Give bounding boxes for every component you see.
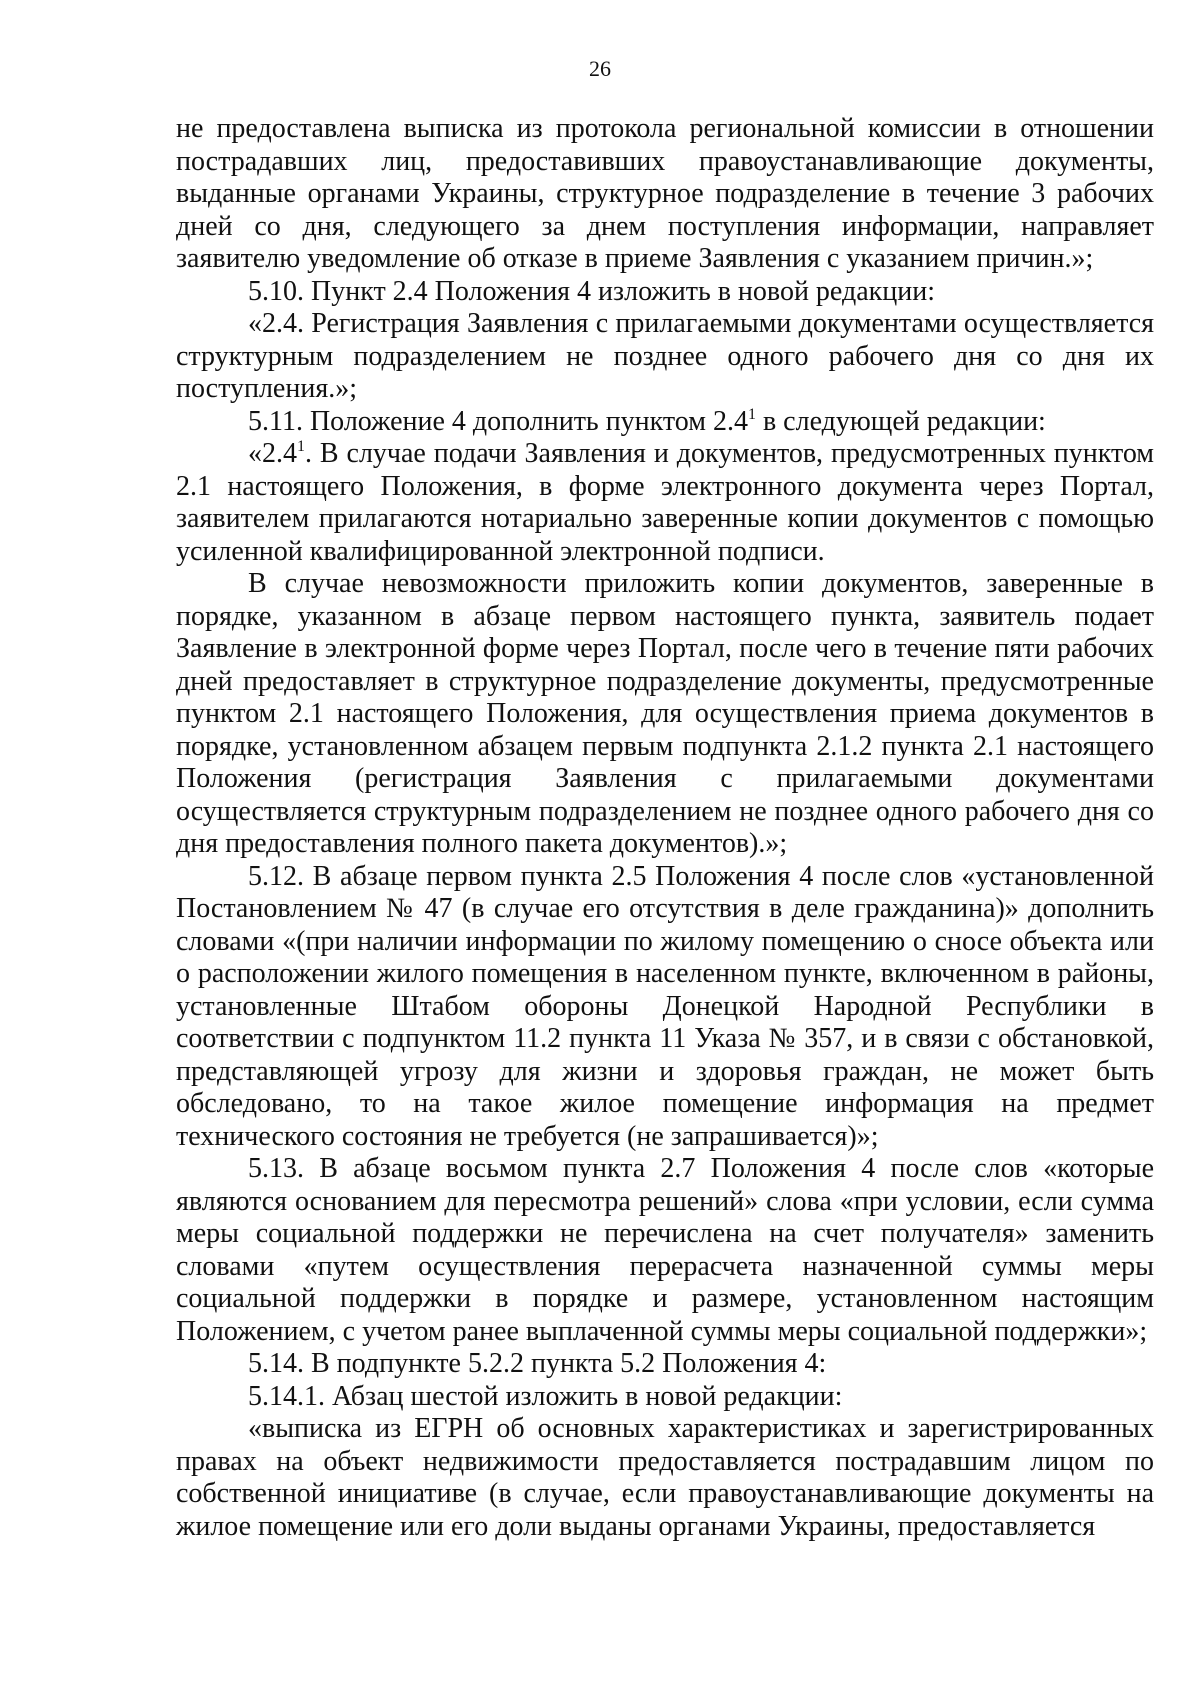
page-number: 26 (589, 56, 611, 81)
superscript-index: 1 (297, 438, 305, 455)
paragraph-5-14: 5.14. В подпункте 5.2.2 пункта 5.2 Положения 4: (248, 1348, 827, 1379)
superscript-index: 1 (747, 405, 756, 423)
paragraph-5-10: 5.10. Пункт 2.4 Положения 4 изложить в новой редакции: (248, 275, 935, 307)
paragraph-2-4-1-number: «2.4 (248, 438, 297, 469)
paragraph-5-14-1-text: «выписка из ЕГРН об основных характеристиках и зарегистрированных правах на объект недвижимости предоставляется пострадавшим лицом по собственной инициативе (в случае, если правоустанавливающие документы на жилое помещение или его доли выданы органами Украины, предоставляется (176, 1413, 1154, 1542)
paragraph-5-11-tail: в следующей редакции: (755, 405, 1046, 437)
paragraph-5-11 (176, 406, 1154, 439)
paragraph-5-14-1: 5.14.1. Абзац шестой изложить в новой редакции: (248, 1380, 843, 1412)
document-body (176, 113, 1154, 1543)
paragraph-2-4-1-body: . В случае подачи Заявления и документов, предусмотренных пунктом 2.1 настоящего Положения, в форме электронного документа через Портал, заявителем прилагаются нотариально заверенные копии документов с помощью усиленной квалифицированной электронной подписи. (176, 438, 1154, 567)
paragraph-2-4-text: «2.4. Регистрация Заявления с прилагаемыми документами осуществляется структурным подразделением не позднее одного рабочего дня со дня их поступления.»; (176, 308, 1154, 404)
paragraph-2-4-1-second: В случае невозможности приложить копии документов, заверенные в порядке, указанном в абзаце первом настоящего пункта, заявитель подает Заявление в электронной форме через Портал, после чего в течение пяти рабочих дней предоставляет в структурное подразделение документы, предусмотренные пунктом 2.1 настоящего Положения, для осуществления приема документов в порядке, установленном абзацем первым подпункта 2.1.2 пункта 2.1 настоящего Положения (регистрация Заявления с прилагаемыми документами осуществляется структурным подразделением не позднее одного рабочего дня со дня предоставления полного пакета документов).»; (176, 568, 1154, 859)
paragraph-continuation: не предоставлена выписка из протокола региональной комиссии в отношении пострадавших лиц, предоставивших правоустанавливающие документы, выданные органами Украины, структурное подразделение в течение 3 рабочих дней со дня, следующего за днем поступления информации, направляет заявителю уведомление об отказе в приеме Заявления с указанием причин.»; (176, 113, 1154, 274)
paragraph-2-4-1-text (176, 438, 1154, 568)
paragraph-5-11-text: 5.11. Положение 4 дополнить пунктом 2.4 (248, 405, 748, 437)
paragraph-5-13: 5.13. В абзаце восьмом пункта 2.7 Положения 4 после слов «которые являются основанием для пересмотра решений» слова «при условии, если сумма меры социальной поддержки не перечислена на счет получателя» заменить словами «путем осуществления перерасчета назначенной суммы меры социальной поддержки в порядке и размере, установленном настоящим Положением, с учетом ранее выплаченной суммы меры социальной поддержки»; (176, 1153, 1154, 1347)
paragraph-5-12: 5.12. В абзаце первом пункта 2.5 Положения 4 после слов «установленной Постановлением № 47 (в случае его отсутствия в деле гражданина)» дополнить словами «(при наличии информации по жилому помещению о сносе объекта или о расположении жилого помещения в населенном пункте, включенном в районы, установленные Штабом обороны Донецкой Народной Республики в соответствии с подпунктом 11.2 пункта 11 Указа № 357, и в связи с обстановкой, представляющей угрозу для жизни и здоровья граждан, не может быть обследовано, то на такое жилое помещение информация на предмет технического состояния не требуется (не запрашивается)»; (176, 860, 1154, 1152)
